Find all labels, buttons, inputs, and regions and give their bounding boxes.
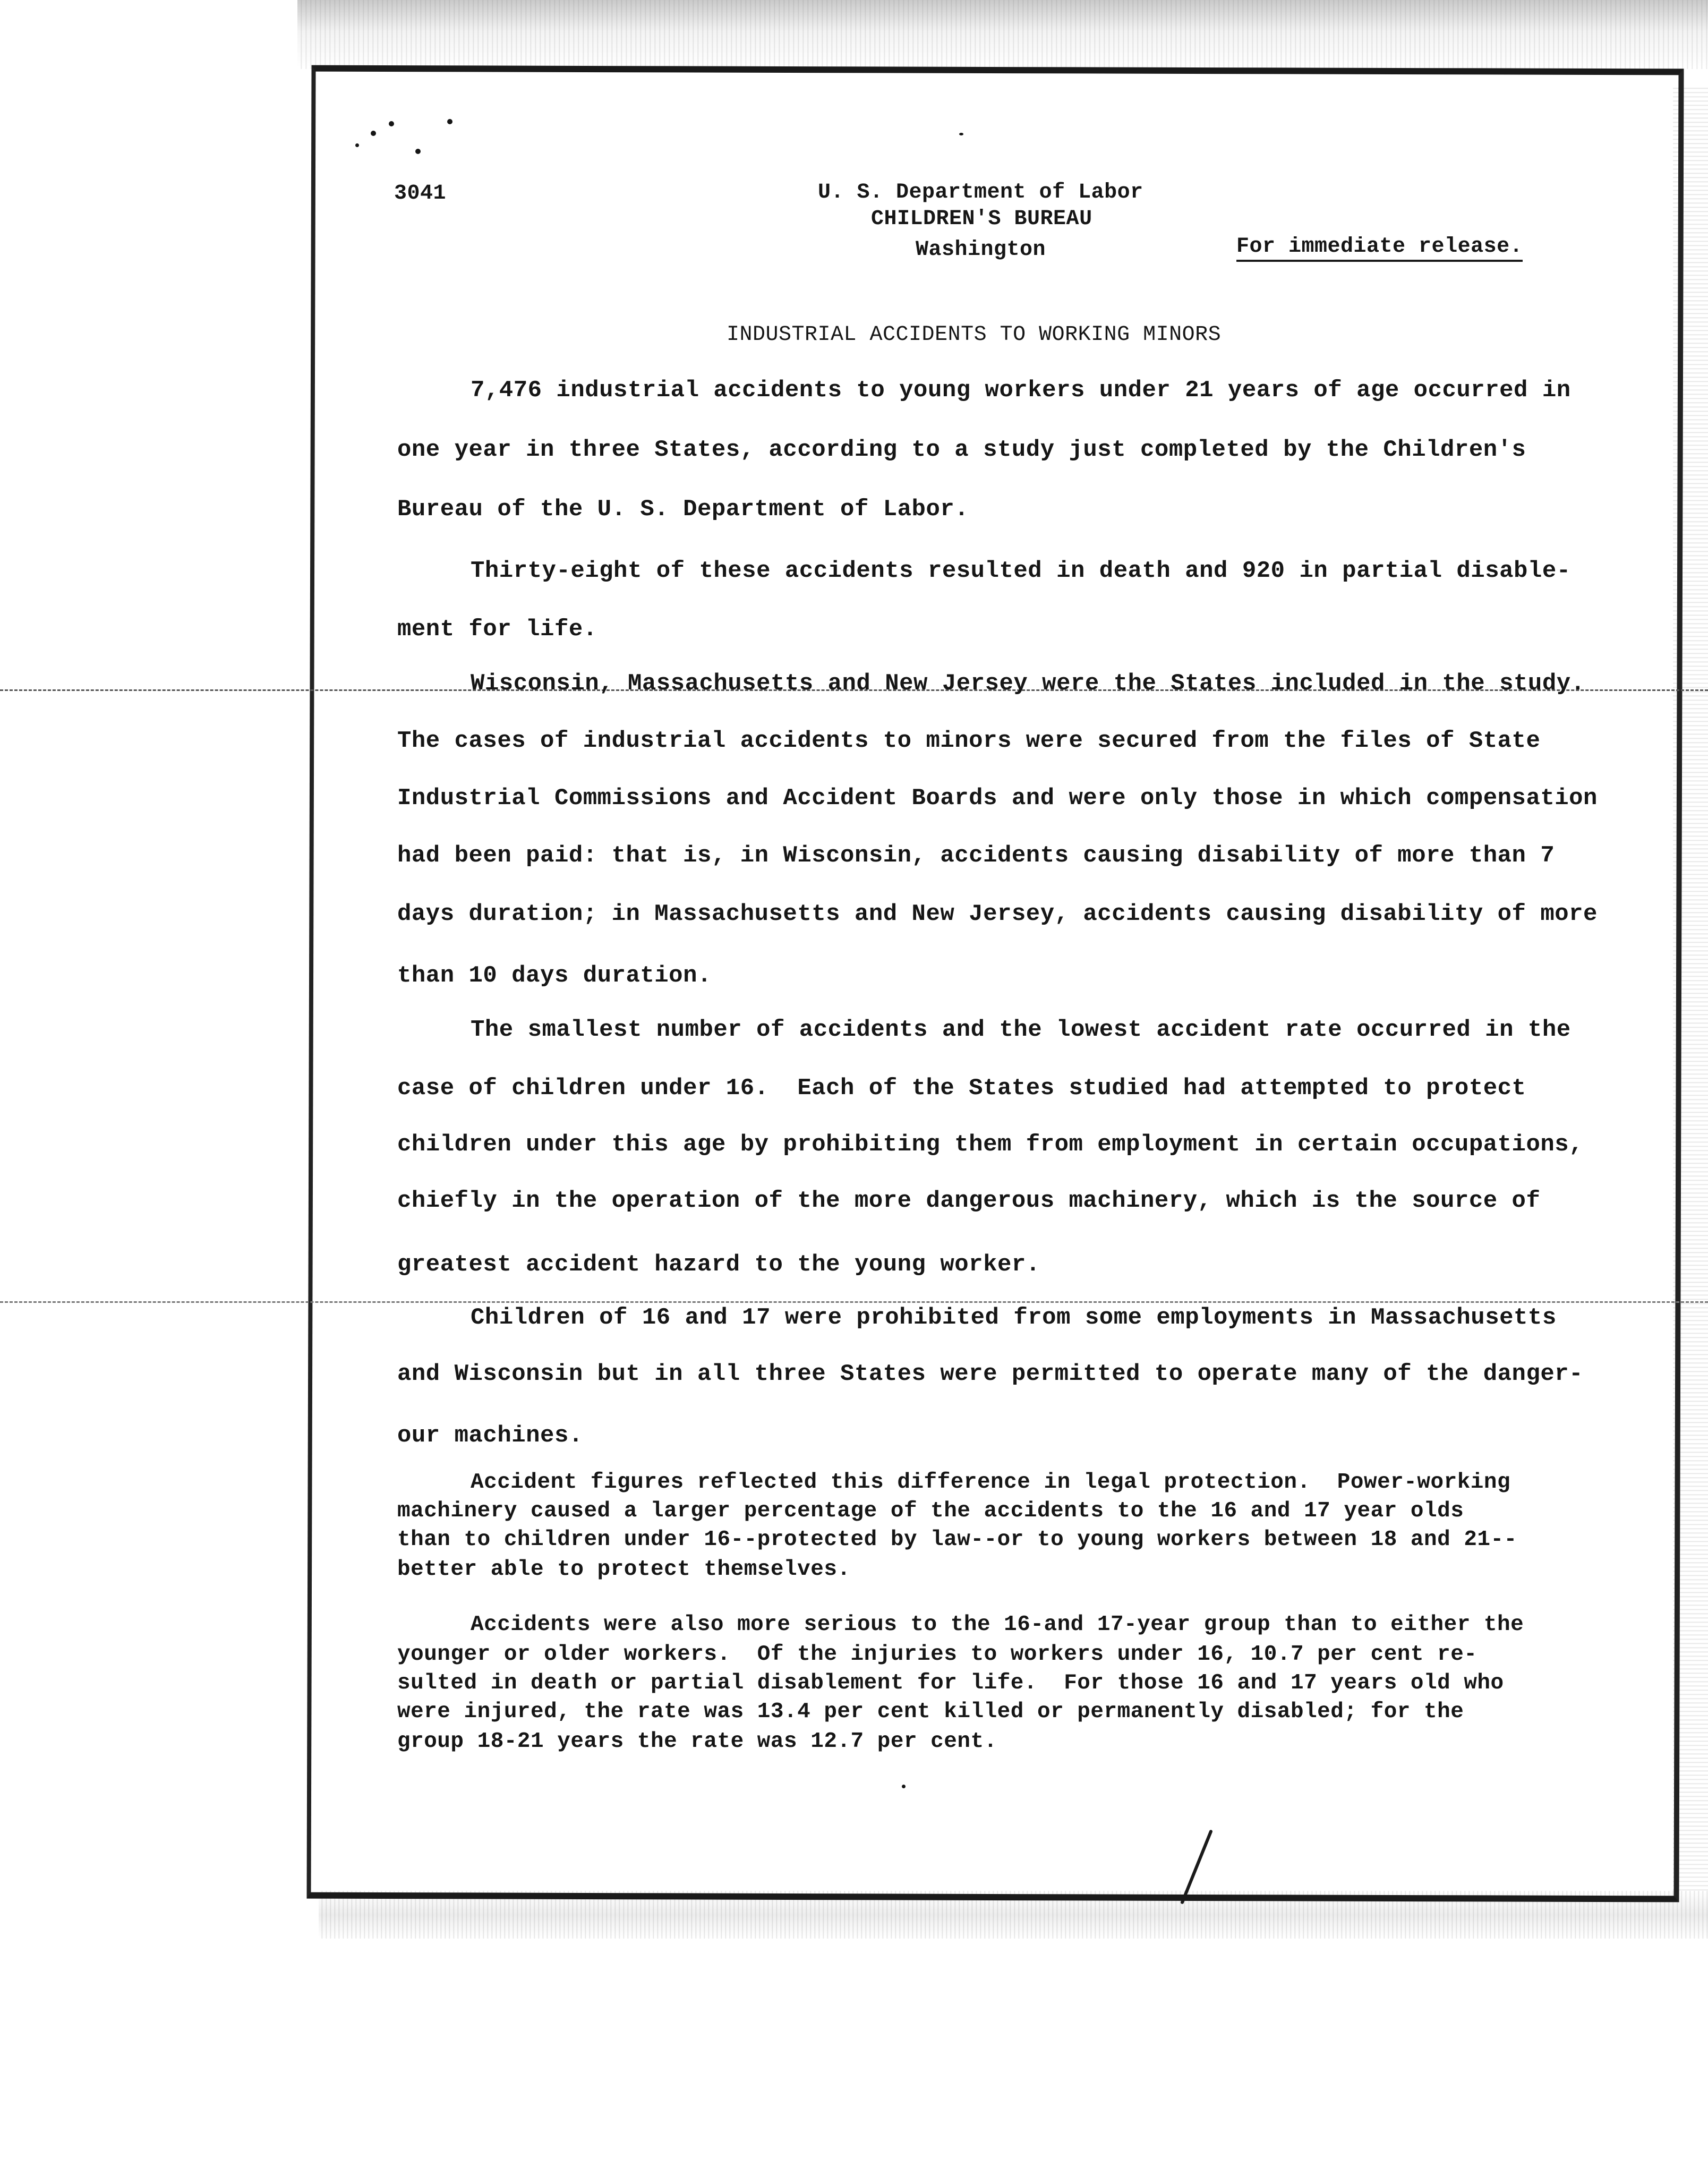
document-number: 3041: [394, 182, 447, 206]
paragraph-line: ment for life.: [397, 616, 597, 643]
paragraph-line: machinery caused a larger percentage of the accidents to the 16 and 17 year olds: [397, 1499, 1464, 1523]
paragraph-line: The smallest number of accidents and the lowest accident rate occurred in the: [471, 1017, 1571, 1043]
stray-mark: [959, 133, 963, 135]
stray-mark: [389, 121, 394, 126]
paragraph-line: had been paid: that is, in Wisconsin, accidents causing disability of more than 7: [397, 842, 1555, 869]
stray-mark: [415, 149, 421, 154]
paragraph-line: group 18-21 years the rate was 12.7 per cent.: [397, 1729, 997, 1754]
stray-mark: [371, 131, 376, 136]
photocopy-noise-top: [297, 0, 1708, 69]
paragraph-line: chiefly in the operation of the more dangerous machinery, which is the source of: [397, 1188, 1541, 1214]
paragraph-line: children under this age by prohibiting them from employment in certain occupations,: [397, 1131, 1584, 1158]
paragraph-line: than to children under 16--protected by law--or to young workers between 18 and 21--: [397, 1528, 1517, 1552]
paragraph-line: our machines.: [397, 1422, 583, 1449]
paragraph-line: 7,476 industrial accidents to young workers under 21 years of age occurred in: [471, 377, 1571, 404]
paragraph-line: days duration; in Massachusetts and New Jersey, accidents causing disability of more: [397, 901, 1598, 927]
stray-mark: [355, 143, 359, 147]
paragraph-line: The cases of industrial accidents to minors were secured from the files of State: [397, 728, 1541, 754]
document-title: INDUSTRIAL ACCIDENTS TO WORKING MINORS: [727, 323, 1222, 347]
paragraph-line: case of children under 16. Each of the States studied had attempted to protect: [397, 1075, 1526, 1102]
paragraph-line: better able to protect themselves.: [397, 1557, 851, 1582]
stray-mark: [902, 1785, 906, 1788]
paragraph-line: sulted in death or partial disablement for life. For those 16 and 17 years old who: [397, 1671, 1504, 1695]
paragraph-line: Thirty-eight of these accidents resulted in death and 920 in partial disable-: [471, 558, 1571, 584]
paragraph-line: than 10 days duration.: [397, 962, 712, 989]
paragraph-line: Children of 16 and 17 were prohibited from some employments in Massachusetts: [471, 1304, 1557, 1331]
paragraph-line: Accident figures reflected this difference in legal protection. Power-working: [471, 1470, 1511, 1495]
fold-line-lower: [0, 1301, 1708, 1303]
paragraph-line: greatest accident hazard to the young worker.: [397, 1251, 1040, 1278]
stray-mark: [447, 119, 452, 124]
release-notice: For immediate release.: [1236, 235, 1523, 262]
paragraph-line: Accidents were also more serious to the 16-and 17-year group than to either the: [471, 1613, 1524, 1637]
paragraph-line: and Wisconsin but in all three States were permitted to operate many of the danger-: [397, 1361, 1584, 1387]
bureau-name: CHILDREN'S BUREAU: [871, 207, 1092, 231]
paragraph-line: were injured, the rate was 13.4 per cent killed or permanently disabled; for the: [397, 1700, 1464, 1724]
paragraph-line: Industrial Commissions and Accident Boards and were only those in which compensation: [397, 785, 1598, 812]
city-name: Washington: [916, 238, 1046, 262]
paragraph-line: younger or older workers. Of the injuries to workers under 16, 10.7 per cent re-: [397, 1642, 1478, 1667]
paragraph-line: Wisconsin, Massachusetts and New Jersey were the States included in the study.: [471, 670, 1585, 697]
department-name: U. S. Department of Labor: [818, 181, 1143, 204]
paragraph-line: Bureau of the U. S. Department of Labor.: [397, 496, 969, 523]
paragraph-line: one year in three States, according to a study just completed by the Children's: [397, 437, 1526, 463]
